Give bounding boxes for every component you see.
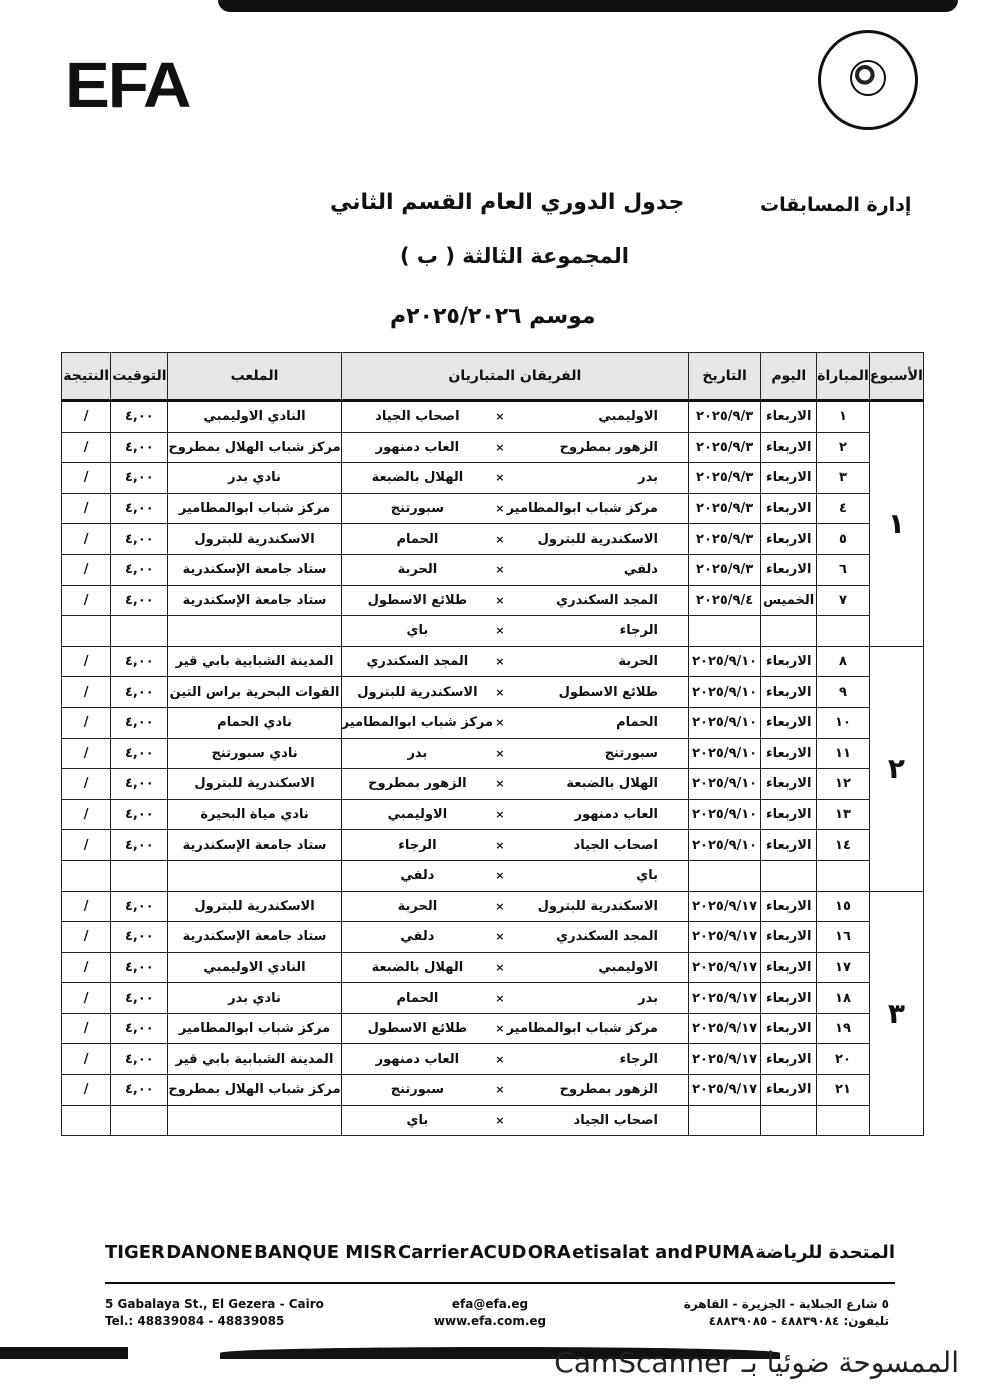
match-row (62, 922, 924, 953)
match-row (62, 952, 924, 983)
match-number: ٢١ (817, 1075, 870, 1106)
venue: نادي الحمام (168, 707, 341, 738)
website-link[interactable]: www.efa.com.eg (433, 1314, 547, 1328)
venue: النادي الاوليمبي (168, 952, 341, 983)
match-date (688, 616, 760, 647)
match-number (817, 616, 870, 647)
venue: نادي سبورتنج (168, 738, 341, 769)
home-team: الرجاء (507, 1044, 689, 1075)
header-result: النتيجة (62, 353, 111, 401)
match-day: الاربعاء (761, 1013, 817, 1044)
match-number (817, 1105, 870, 1136)
home-team: المجد السكندري (507, 922, 689, 953)
kickoff-time: ٤,٠٠ (111, 585, 168, 616)
kickoff-time (111, 1105, 168, 1136)
match-row (62, 983, 924, 1014)
sponsor-logo: Carrier (398, 1241, 469, 1263)
venue: نادي بدر (168, 463, 341, 494)
away-team: الحربة (341, 891, 493, 922)
match-number: ٧ (817, 585, 870, 616)
match-result: / (62, 769, 111, 800)
schedule-table (61, 352, 924, 1136)
match-result: / (62, 677, 111, 708)
away-team: سبورتنج (341, 493, 493, 524)
match-result (62, 1105, 111, 1136)
match-result: / (62, 432, 111, 463)
match-date: ٢٠٢٥/٩/٣ (688, 463, 760, 494)
match-day: الاربعاء (761, 891, 817, 922)
venue: نادي بدر (168, 983, 341, 1014)
away-team: طلائع الاسطول (341, 585, 493, 616)
week-number: ٢ (869, 646, 923, 891)
match-date: ٢٠٢٥/٩/٣ (688, 493, 760, 524)
versus-mark: × (493, 830, 507, 861)
match-row (62, 401, 924, 433)
match-day: الاربعاء (761, 1044, 817, 1075)
match-result: / (62, 646, 111, 677)
away-team: بدر (341, 738, 493, 769)
home-team: الزهور بمطروح (507, 432, 689, 463)
home-team: مركز شباب ابوالمطامير (507, 493, 689, 524)
match-row (62, 677, 924, 708)
venue: النادي الاوليمبي (168, 401, 341, 433)
match-result: / (62, 707, 111, 738)
kickoff-time: ٤,٠٠ (111, 646, 168, 677)
home-team: الاسكندرية للبترول (507, 891, 689, 922)
venue: مركز شباب ابوالمطامير (168, 493, 341, 524)
match-result: / (62, 983, 111, 1014)
header-teams: الفريقان المتباريان (341, 353, 688, 401)
camscanner-watermark: الممسوحة ضوئيا بـ CamScanner (554, 1346, 959, 1379)
away-team: باي (341, 1105, 493, 1136)
match-day: الاربعاء (761, 830, 817, 861)
versus-mark: × (493, 799, 507, 830)
match-result: / (62, 952, 111, 983)
footer-web (430, 1296, 550, 1330)
away-team: العاب دمنهور (341, 432, 493, 463)
home-team: اصحاب الجياد (507, 830, 689, 861)
sponsor-logo: المتحدة للرياضة (755, 1241, 895, 1263)
versus-mark: × (493, 1044, 507, 1075)
versus-mark: × (493, 585, 507, 616)
sponsor-logos (105, 1228, 895, 1276)
away-team: طلائع الاسطول (341, 1013, 493, 1044)
home-team: دلفي (507, 554, 689, 585)
footer-contact-ar (684, 1296, 889, 1330)
match-date: ٢٠٢٥/٩/١٠ (688, 738, 760, 769)
match-date: ٢٠٢٥/٩/١٠ (688, 707, 760, 738)
away-team: الرجاء (341, 830, 493, 861)
match-row (62, 585, 924, 616)
match-result: / (62, 524, 111, 555)
away-team: دلفي (341, 860, 493, 891)
versus-mark: × (493, 1075, 507, 1106)
away-team: سبورتنج (341, 1075, 493, 1106)
department-label: إدارة المسابقات (760, 194, 912, 216)
match-date: ٢٠٢٥/٩/٤ (688, 585, 760, 616)
sponsor-logo: DANONE (166, 1241, 253, 1263)
match-date: ٢٠٢٥/٩/١٠ (688, 799, 760, 830)
away-team: الاوليمبي (341, 799, 493, 830)
match-result: / (62, 1013, 111, 1044)
match-day: الاربعاء (761, 769, 817, 800)
sponsor-logo: ORA (527, 1241, 571, 1263)
match-date: ٢٠٢٥/٩/٣ (688, 432, 760, 463)
match-row (62, 554, 924, 585)
kickoff-time: ٤,٠٠ (111, 799, 168, 830)
match-number: ١٥ (817, 891, 870, 922)
away-team: باي (341, 616, 493, 647)
match-row (62, 1075, 924, 1106)
versus-mark: × (493, 677, 507, 708)
email-link[interactable]: efa@efa.eg (451, 1297, 529, 1311)
away-team: اصحاب الجياد (341, 401, 493, 433)
versus-mark: × (493, 493, 507, 524)
match-date: ٢٠٢٥/٩/١٧ (688, 952, 760, 983)
match-day: الاربعاء (761, 493, 817, 524)
match-number: ٩ (817, 677, 870, 708)
versus-mark: × (493, 554, 507, 585)
versus-mark: × (493, 769, 507, 800)
header-time: التوقيت (111, 353, 168, 401)
home-team: الرجاء (507, 616, 689, 647)
versus-mark: × (493, 738, 507, 769)
home-team: المجد السكندري (507, 585, 689, 616)
address-ar: ٥ شارع الجبلاية - الجزيرة - القاهرة (683, 1297, 889, 1311)
match-number: ١٠ (817, 707, 870, 738)
match-day: الاربعاء (761, 524, 817, 555)
match-result: / (62, 922, 111, 953)
kickoff-time: ٤,٠٠ (111, 463, 168, 494)
home-team: مركز شباب ابوالمطامير (507, 1013, 689, 1044)
match-row (62, 1013, 924, 1044)
versus-mark: × (493, 401, 507, 433)
kickoff-time (111, 616, 168, 647)
versus-mark: × (493, 922, 507, 953)
venue: مركز شباب الهلال بمطروح (168, 1075, 341, 1106)
venue: القوات البحرية براس التين (168, 677, 341, 708)
match-day: الاربعاء (761, 677, 817, 708)
address-en: 5 Gabalaya St., El Gezera - Cairo (105, 1297, 324, 1311)
venue: الاسكندرية للبترول (168, 891, 341, 922)
match-number: ١ (817, 401, 870, 433)
match-result: / (62, 891, 111, 922)
sponsor-logo: TIGER (105, 1241, 165, 1263)
footer-divider (105, 1282, 895, 1284)
match-row (62, 1044, 924, 1075)
versus-mark: × (493, 983, 507, 1014)
match-day: الاربعاء (761, 707, 817, 738)
versus-mark: × (493, 1105, 507, 1136)
away-team: المجد السكندري (341, 646, 493, 677)
match-number (817, 860, 870, 891)
away-team: الهلال بالضبعة (341, 952, 493, 983)
football-icon (850, 60, 886, 96)
match-day: الاربعاء (761, 983, 817, 1014)
match-result: / (62, 554, 111, 585)
match-number: ٤ (817, 493, 870, 524)
match-number: ١٩ (817, 1013, 870, 1044)
match-result: / (62, 585, 111, 616)
match-row (62, 769, 924, 800)
match-day: الاربعاء (761, 952, 817, 983)
venue (168, 616, 341, 647)
versus-mark: × (493, 432, 507, 463)
match-number: ١٧ (817, 952, 870, 983)
group-title: المجموعة الثالثة ( ب ) (400, 244, 629, 268)
kickoff-time: ٤,٠٠ (111, 707, 168, 738)
kickoff-time: ٤,٠٠ (111, 922, 168, 953)
match-date: ٢٠٢٥/٩/١٠ (688, 830, 760, 861)
venue: مركز شباب ابوالمطامير (168, 1013, 341, 1044)
kickoff-time: ٤,٠٠ (111, 830, 168, 861)
kickoff-time: ٤,٠٠ (111, 1075, 168, 1106)
match-number: ١٤ (817, 830, 870, 861)
efa-seal-logo (818, 30, 918, 130)
home-team: الحمام (507, 707, 689, 738)
footer-contact-en (105, 1296, 324, 1330)
match-date (688, 1105, 760, 1136)
home-team: الحربة (507, 646, 689, 677)
match-row (62, 738, 924, 769)
match-number: ٦ (817, 554, 870, 585)
match-row (62, 493, 924, 524)
match-number: ١٣ (817, 799, 870, 830)
match-row (62, 463, 924, 494)
week-number: ٣ (869, 891, 923, 1136)
match-day (761, 860, 817, 891)
match-number: ٢٠ (817, 1044, 870, 1075)
venue: الاسكندرية للبترول (168, 524, 341, 555)
bye-row (62, 616, 924, 647)
match-result: / (62, 1044, 111, 1075)
venue: ستاد جامعة الإسكندرية (168, 585, 341, 616)
away-team: الحمام (341, 524, 493, 555)
kickoff-time: ٤,٠٠ (111, 1044, 168, 1075)
away-team: العاب دمنهور (341, 1044, 493, 1075)
home-team: باي (507, 860, 689, 891)
versus-mark: × (493, 952, 507, 983)
kickoff-time: ٤,٠٠ (111, 952, 168, 983)
venue: ستاد جامعة الإسكندرية (168, 830, 341, 861)
home-team: بدر (507, 983, 689, 1014)
kickoff-time: ٤,٠٠ (111, 401, 168, 433)
home-team: اصحاب الجياد (507, 1105, 689, 1136)
venue: نادي مياة البحيرة (168, 799, 341, 830)
match-day: الاربعاء (761, 799, 817, 830)
away-team: الزهور بمطروح (341, 769, 493, 800)
home-team: طلائع الاسطول (507, 677, 689, 708)
home-team: سبورتنج (507, 738, 689, 769)
away-team: مركز شباب ابوالمطامير (341, 707, 493, 738)
kickoff-time: ٤,٠٠ (111, 769, 168, 800)
home-team: بدر (507, 463, 689, 494)
header-match: المباراة (817, 353, 870, 401)
match-result: / (62, 830, 111, 861)
kickoff-time: ٤,٠٠ (111, 432, 168, 463)
away-team: الحمام (341, 983, 493, 1014)
match-row (62, 646, 924, 677)
match-date (688, 860, 760, 891)
match-result: / (62, 401, 111, 433)
sponsor-logo: PUMA (694, 1241, 754, 1263)
match-date: ٢٠٢٥/٩/١٧ (688, 1075, 760, 1106)
home-team: الاوليمبي (507, 401, 689, 433)
match-date: ٢٠٢٥/٩/١٠ (688, 646, 760, 677)
match-day: الاربعاء (761, 554, 817, 585)
kickoff-time: ٤,٠٠ (111, 677, 168, 708)
match-date: ٢٠٢٥/٩/٣ (688, 554, 760, 585)
match-row (62, 891, 924, 922)
match-day: الاربعاء (761, 738, 817, 769)
match-row (62, 707, 924, 738)
match-result: / (62, 738, 111, 769)
home-team: العاب دمنهور (507, 799, 689, 830)
kickoff-time: ٤,٠٠ (111, 738, 168, 769)
efa-logo: EFA (65, 49, 190, 121)
bye-row (62, 860, 924, 891)
match-date: ٢٠٢٥/٩/١٧ (688, 922, 760, 953)
match-result: / (62, 463, 111, 494)
match-row (62, 432, 924, 463)
match-result (62, 616, 111, 647)
match-day: الاربعاء (761, 401, 817, 433)
match-day: الاربعاء (761, 1075, 817, 1106)
venue: ستاد جامعة الإسكندرية (168, 922, 341, 953)
versus-mark: × (493, 463, 507, 494)
kickoff-time: ٤,٠٠ (111, 1013, 168, 1044)
match-result: / (62, 493, 111, 524)
versus-mark: × (493, 1013, 507, 1044)
match-day: الاربعاء (761, 922, 817, 953)
match-date: ٢٠٢٥/٩/١٧ (688, 1044, 760, 1075)
home-team: الاسكندرية للبترول (507, 524, 689, 555)
versus-mark: × (493, 707, 507, 738)
kickoff-time: ٤,٠٠ (111, 524, 168, 555)
venue: الاسكندرية للبترول (168, 769, 341, 800)
week-number: ١ (869, 401, 923, 647)
tel-ar: تليفون: ٤٨٨٣٩٠٨٤ - ٤٨٨٣٩٠٨٥ (708, 1314, 889, 1328)
match-number: ١٨ (817, 983, 870, 1014)
kickoff-time: ٤,٠٠ (111, 554, 168, 585)
match-result (62, 860, 111, 891)
match-date: ٢٠٢٥/٩/١٧ (688, 891, 760, 922)
match-number: ١٦ (817, 922, 870, 953)
match-row (62, 830, 924, 861)
venue: المدينة الشبابية بابي قير (168, 646, 341, 677)
table-header-row (62, 353, 924, 401)
versus-mark: × (493, 891, 507, 922)
away-team: دلفي (341, 922, 493, 953)
match-number: ١١ (817, 738, 870, 769)
match-number: ٣ (817, 463, 870, 494)
sponsor-logo: etisalat and (572, 1241, 693, 1263)
match-day: الاربعاء (761, 646, 817, 677)
match-number: ٥ (817, 524, 870, 555)
header-venue: الملعب (168, 353, 341, 401)
match-row (62, 799, 924, 830)
season-title: موسم ٢٠٢٥/٢٠٢٦م (390, 304, 596, 329)
venue (168, 860, 341, 891)
kickoff-time (111, 860, 168, 891)
match-day (761, 1105, 817, 1136)
header-date: التاريخ (688, 353, 760, 401)
match-result: / (62, 799, 111, 830)
header-week: الأسبوع (869, 353, 923, 401)
bye-row (62, 1105, 924, 1136)
match-number: ٨ (817, 646, 870, 677)
match-day: الاربعاء (761, 463, 817, 494)
bottom-bar-left (0, 1347, 128, 1359)
match-date: ٢٠٢٥/٩/١٧ (688, 1013, 760, 1044)
venue: المدينة الشبابية بابي قير (168, 1044, 341, 1075)
match-result: / (62, 1075, 111, 1106)
match-date: ٢٠٢٥/٩/٣ (688, 401, 760, 433)
venue: مركز شباب الهلال بمطروح (168, 432, 341, 463)
match-date: ٢٠٢٥/٩/٣ (688, 524, 760, 555)
versus-mark: × (493, 860, 507, 891)
sponsor-logo: BANQUE MISR (254, 1241, 397, 1263)
home-team: الاوليمبي (507, 952, 689, 983)
home-team: الزهور بمطروح (507, 1075, 689, 1106)
match-day: الخميس (761, 585, 817, 616)
away-team: الحربة (341, 554, 493, 585)
match-day (761, 616, 817, 647)
match-date: ٢٠٢٥/٩/١٠ (688, 769, 760, 800)
match-number: ٢ (817, 432, 870, 463)
kickoff-time: ٤,٠٠ (111, 983, 168, 1014)
header-day: اليوم (761, 353, 817, 401)
away-team: الهلال بالضبعة (341, 463, 493, 494)
page-title: جدول الدوري العام القسم الثاني (330, 190, 685, 215)
top-border-bar (218, 0, 958, 12)
sponsor-logo: ACUD (469, 1241, 527, 1263)
venue (168, 1105, 341, 1136)
versus-mark: × (493, 646, 507, 677)
versus-mark: × (493, 524, 507, 555)
venue: ستاد جامعة الإسكندرية (168, 554, 341, 585)
versus-mark: × (493, 616, 507, 647)
match-date: ٢٠٢٥/٩/١٧ (688, 983, 760, 1014)
match-number: ١٢ (817, 769, 870, 800)
home-team: الهلال بالضبعة (507, 769, 689, 800)
match-row (62, 524, 924, 555)
kickoff-time: ٤,٠٠ (111, 891, 168, 922)
kickoff-time: ٤,٠٠ (111, 493, 168, 524)
tel-en: Tel.: 48839084 - 48839085 (105, 1314, 285, 1328)
match-day: الاربعاء (761, 432, 817, 463)
away-team: الاسكندرية للبترول (341, 677, 493, 708)
match-date: ٢٠٢٥/٩/١٠ (688, 677, 760, 708)
